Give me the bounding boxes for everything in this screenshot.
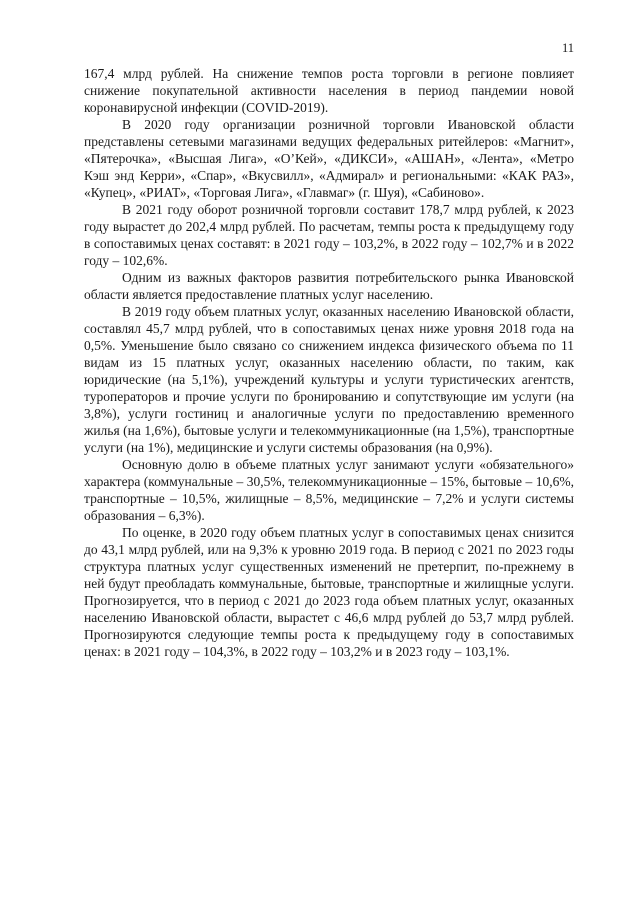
paragraph-paid-services-intro: Одним из важных факторов развития потребительского рынка Ивановской области является предоставление платных услуг населению. <box>84 270 574 302</box>
paragraph-retail-forecast-continued: 167,4 млрд рублей. На снижение темпов роста торговли в регионе повлияет снижение покупательной активности населения в период пандемии новой коронавирусной инфекции (COVID-2019). <box>84 66 574 115</box>
paragraph-paid-services-structure: Основную долю в объеме платных услуг занимают услуги «обязательного» характера (коммунальные – 30,5%, телекоммуникационные – 15%, бытовые – 10,6%, транспортные – 10,5%, жилищные – 8,5%, медицинские – 7,2% и услуги системы образования – 6,3%). <box>84 457 574 523</box>
paragraph-retail-turnover: В 2021 году оборот розничной торговли составит 178,7 млрд рублей, к 2023 году вырастет до 202,4 млрд рублей. По расчетам, темпы роста к предыдущему году в сопоставимых ценах составят: в 2021 году – 103,2%, в 2022 году – 102,7% и в 2022 году – 102,6%. <box>84 202 574 268</box>
page-number: 11 <box>561 41 574 55</box>
paragraph-retail-chains: В 2020 году организации розничной торговли Ивановской области представлены сетевыми магазинами ведущих федеральных ритейлеров: «Магнит», «Пятерочка», «Высшая Лига», «О’Кей», «ДИКСИ», «АШАН», «Лента», «Метро Кэш энд Керри», «Спар», «Вкусвилл», «Адмирал» и региональными: «КАК РАЗ», «Купец», «РИАТ», «Торговая Лига», «Главмаг» (г. Шуя), «Сабиново». <box>84 117 574 200</box>
paragraph-paid-services-2019: В 2019 году объем платных услуг, оказанных населению Ивановской области, составлял 45,7 млрд рублей, что в сопоставимых ценах ниже уровня 2018 года на 0,5%. Уменьшение было связано со снижением индекса физического объема по 11 видам из 15 платных услуг, оказанных населению области, по таким, как юридические (на 5,1%), учреждений культуры и услуги туристических агентств, туроператоров и прочие услуги по бронированию и сопутствующие им услуги (на 3,8%), услуги гостиниц и аналогичные услуги по предоставлению временного жилья (на 1,6%), бытовые услуги и телекоммуникационные (на 1,5%), транспортные услуги (на 1%), медицинские и услуги системы образования (на 0,9%). <box>84 304 574 455</box>
document-body <box>84 65 574 660</box>
paragraph-paid-services-forecast: По оценке, в 2020 году объем платных услуг в сопоставимых ценах снизится до 43,1 млрд рублей, или на 9,3% к уровню 2019 года. В период с 2021 по 2023 годы структура платных услуг существенных изменений не претерпит, по-прежнему в ней будут преобладать коммунальные, бытовые, транспортные и жилищные услуги. Прогнозируется, что в период с 2021 до 2023 года объем платных услуг, оказанных населению Ивановской области, вырастет с 46,6 млрд рублей до 53,7 млрд рублей. Прогнозируются следующие темпы роста к предыдущему году в сопоставимых ценах: в 2021 году – 104,3%, в 2022 году – 103,2% и в 2023 году – 103,1%. <box>84 525 574 659</box>
